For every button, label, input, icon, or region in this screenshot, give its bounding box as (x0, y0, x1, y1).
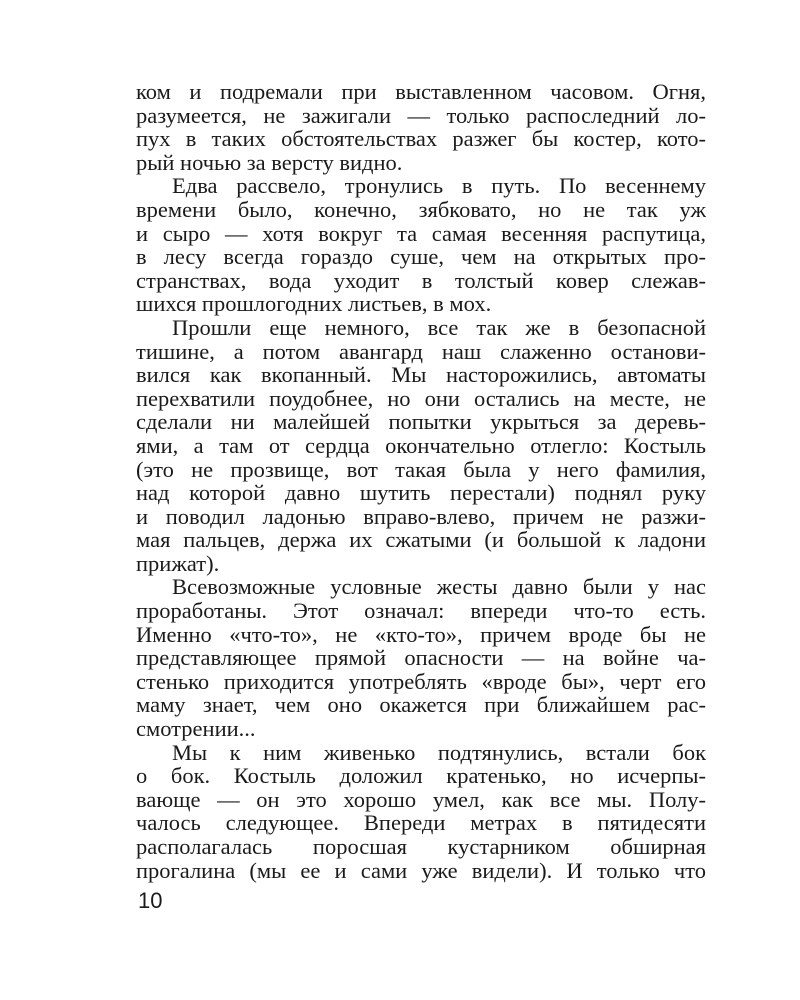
text-line: Всевозможные условные жесты давно были у нас (172, 574, 706, 600)
text-line: странствах, вода уходит в толстый ковер слежав- (136, 267, 706, 293)
text-line: Едва рассвело, тронулись в путь. По весеннему (172, 173, 706, 199)
text-line: о бок. Костыль доложил кратенько, но исчерпы- (136, 763, 706, 789)
text-line: вающе — он это хорошо умел, как все мы. Полу- (136, 786, 706, 812)
text-line: смотрении... (136, 716, 256, 742)
page-number: 10 (138, 888, 163, 913)
text-line: перехватили поудобнее, но они остались на месте, не (136, 385, 706, 411)
text-line: разумеется, не зажигали — только распоследний ло- (136, 102, 706, 128)
text-line: ями, а там от сердца окончательно отлегло: Костыль (136, 432, 706, 458)
text-line: Именно «что-то», не «кто-то», причем вроде бы не (136, 621, 706, 647)
text-line: и сыро — хотя вокруг та самая весенняя распутица, (136, 220, 706, 246)
text-line: над которой давно шутить перестали) поднял руку (136, 480, 706, 506)
text-line: в лесу всегда гораздо суше, чем на открытых про- (136, 244, 706, 270)
text-line: мая пальцев, держа их сжатыми (и большой к ладони (136, 527, 706, 553)
text-line: Мы к ним живенько подтянулись, встали бок (172, 739, 706, 765)
text-line: вился как вкопанный. Мы насторожились, автоматы (136, 362, 706, 388)
text-line: чалось следующее. Впереди метрах в пятидесяти (136, 810, 706, 836)
text-line: прижат). (136, 550, 220, 576)
text-line: и поводил ладонью вправо-влево, причем не разжи- (136, 503, 706, 529)
text-line: Прошли еще немного, все так же в безопасной (172, 314, 706, 340)
text-line: шихся прошлогодних листьев, в мох. (136, 291, 492, 317)
body-text (136, 80, 706, 882)
text-line: стенько приходится употреблять «вроде бы», черт его (136, 668, 706, 694)
text-line: маму знает, чем оно окажется при ближайшем рас- (136, 692, 706, 718)
text-line: проработаны. Этот означал: впереди что-то есть. (136, 598, 706, 624)
text-line: располагалась поросшая кустарником обширная (136, 834, 706, 859)
text-line: представляющее прямой опасности — на войне ча- (136, 645, 706, 671)
text-line: прогалина (мы ее и сами уже видели). И только что (136, 857, 706, 883)
text-line: рый ночью за версту видно. (136, 149, 403, 175)
text-line: тишине, а потом авангард наш слаженно останови- (136, 338, 706, 364)
text-line: (это не прозвище, вот такая была у него фамилия, (136, 456, 706, 482)
text-line: времени было, конечно, зябковато, но не так уж (136, 196, 706, 222)
text-line: ком и подремали при выставленном часовом. Огня, (136, 79, 706, 104)
text-line: пух в таких обстоятельствах разжег бы костер, кото- (136, 126, 706, 152)
text-line: сделали ни малейшей попытки укрыться за деревь- (136, 409, 706, 435)
